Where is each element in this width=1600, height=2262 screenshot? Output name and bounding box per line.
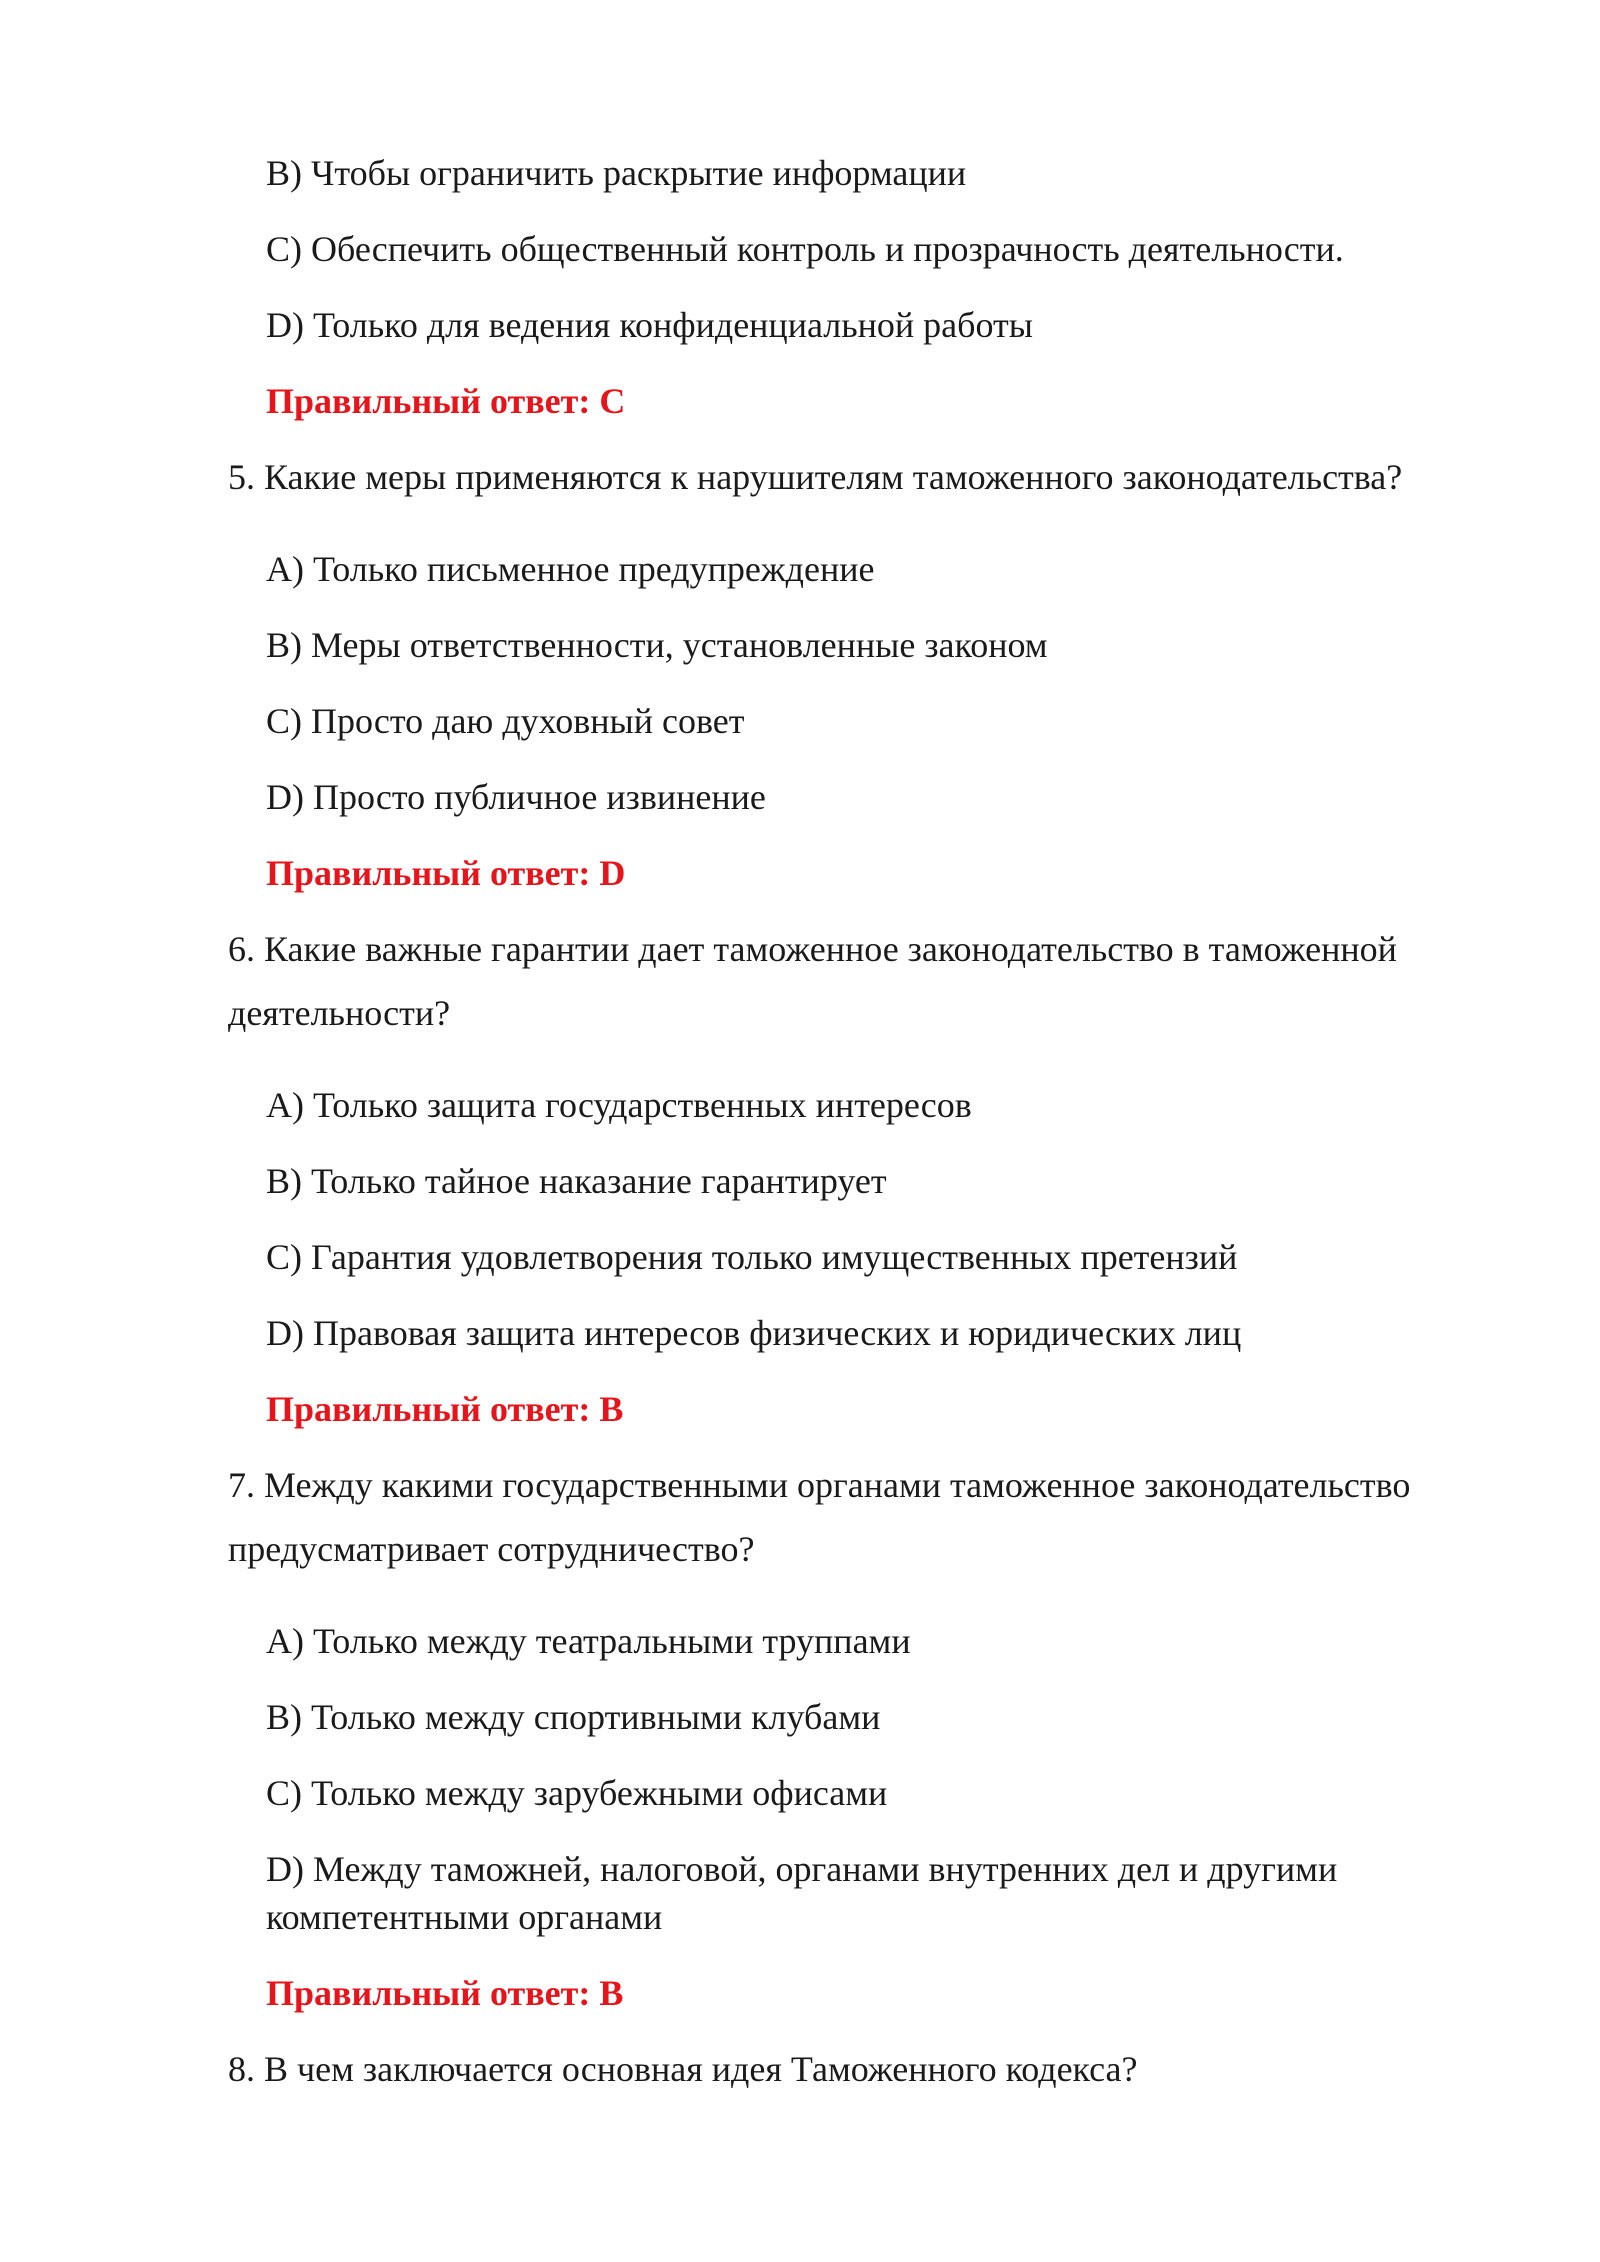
q4-option-c: C) Обеспечить общественный контроль и прозрачность деятельности. xyxy=(266,229,1344,269)
q4-option-b: B) Чтобы ограничить раскрытие информации xyxy=(266,153,967,193)
q6-option-b: B) Только тайное наказание гарантирует xyxy=(266,1161,887,1201)
q8-question: 8. В чем заключается основная идея Таможенного кодекса? xyxy=(228,2049,1138,2089)
q5-question: 5. Какие меры применяются к нарушителям таможенного законодательства? xyxy=(228,457,1403,497)
q6-correct-answer: Правильный ответ: B xyxy=(266,1389,624,1429)
q6-option-c: C) Гарантия удовлетворения только имущественных претензий xyxy=(266,1237,1238,1277)
q4-option-d: D) Только для ведения конфиденциальной работы xyxy=(266,305,1033,345)
q5-option-a: A) Только письменное предупреждение xyxy=(266,549,875,589)
q6-question-line2: деятельности? xyxy=(228,993,451,1033)
q7-option-b: B) Только между спортивными клубами xyxy=(266,1697,881,1737)
q5-option-c: C) Просто даю духовный совет xyxy=(266,701,745,741)
q7-option-a: A) Только между театральными труппами xyxy=(266,1621,911,1661)
q7-question-line1: 7. Между какими государственными органами таможенное законодательство xyxy=(228,1465,1411,1505)
q6-option-d: D) Правовая защита интересов физических и юридических лиц xyxy=(266,1313,1242,1353)
q7-option-c: C) Только между зарубежными офисами xyxy=(266,1773,888,1813)
q7-option-d-line2: компетентными органами xyxy=(266,1897,663,1937)
q6-question-line1: 6. Какие важные гарантии дает таможенное законодательство в таможенной xyxy=(228,929,1397,969)
q6-option-a: A) Только защита государственных интересов xyxy=(266,1085,972,1125)
q5-correct-answer: Правильный ответ: D xyxy=(266,853,626,893)
q7-option-d-line1: D) Между таможней, налоговой, органами внутренних дел и другими xyxy=(266,1849,1338,1889)
q5-option-b: B) Меры ответственности, установленные законом xyxy=(266,625,1048,665)
q7-correct-answer: Правильный ответ: B xyxy=(266,1973,624,2013)
q7-question-line2: предусматривает сотрудничество? xyxy=(228,1529,755,1569)
q4-correct-answer: Правильный ответ: C xyxy=(266,381,626,421)
q5-option-d: D) Просто публичное извинение xyxy=(266,777,766,817)
